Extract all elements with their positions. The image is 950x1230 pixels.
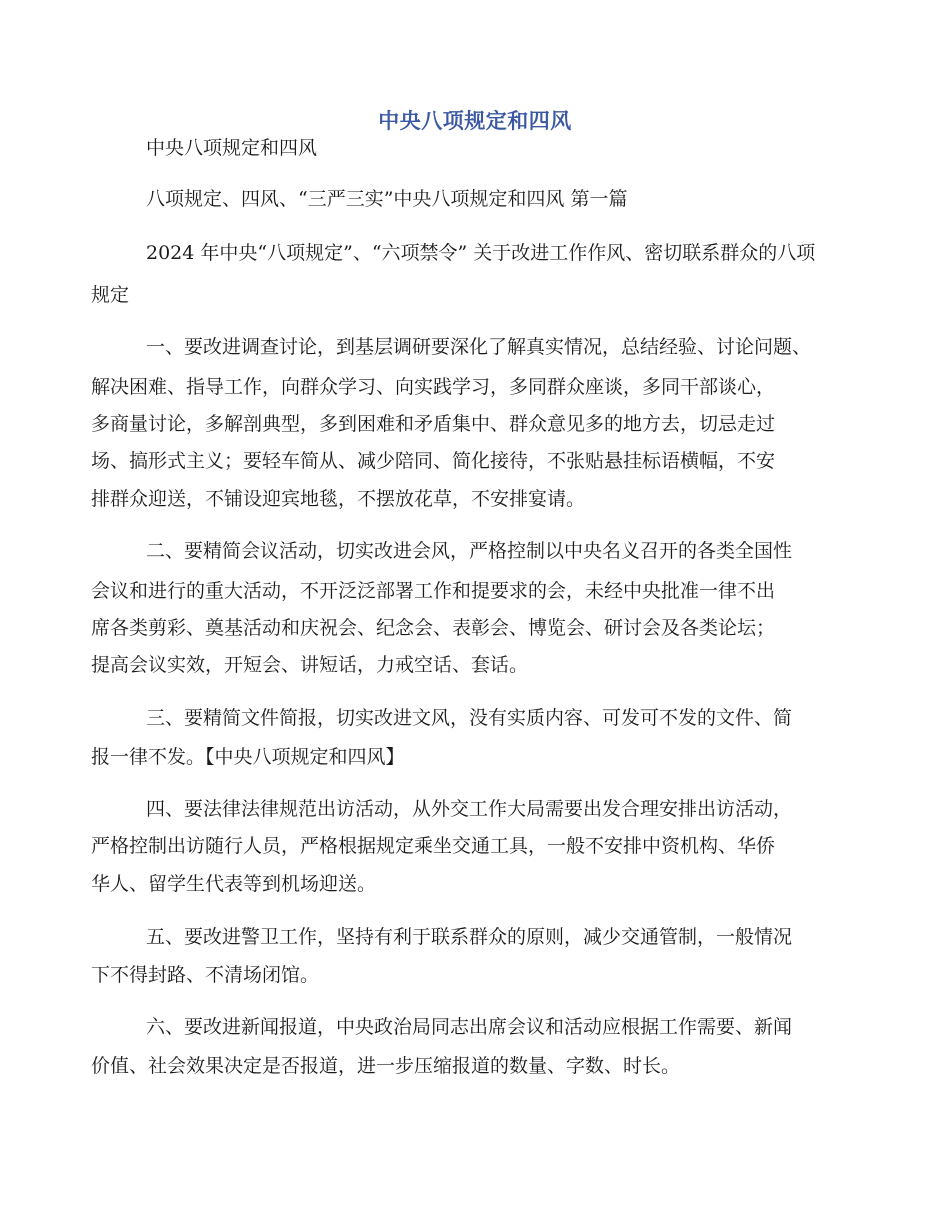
paragraph-line: 报一律不发。【中央八项规定和四风】 — [91, 746, 405, 768]
paragraph-line: 五、要改进警卫工作，坚持有利于联系群众的原则，减少交通管制，一般情况 — [146, 926, 793, 948]
paragraph-line: 多商量讨论，多解剖典型，多到困难和矛盾集中、群众意见多的地方去，切忌走过 — [91, 413, 776, 435]
paragraph-line: 解决困难、指导工作，向群众学习、向实践学习，多同群众座谈，多同干部谈心， — [91, 376, 776, 398]
paragraph-line: 排群众迎送，不铺设迎宾地毯，不摆放花草，不安排宴请。 — [91, 488, 586, 510]
paragraph-line: 严格控制出访随行人员，严格根据规定乘坐交通工具，一般不安排中资机构、华侨 — [91, 835, 776, 857]
heading-line: 八项规定、四风、“三严三实”中央八项规定和四风 第一篇 — [146, 188, 628, 210]
paragraph-line: 席各类剪彩、奠基活动和庆祝会、纪念会、表彰会、博览会、研讨会及各类论坛； — [91, 617, 776, 639]
paragraph-line: 会议和进行的重大活动，不开泛泛部署工作和提要求的会，未经中央批准一律不出 — [91, 580, 776, 602]
paragraph-line: 一、要改进调查讨论，到基层调研要深化了解真实情况，总结经验、讨论问题、 — [146, 336, 812, 358]
paragraph-line: 2024 年中央“八项规定”、“六项禁令” 关于改进工作作风、密切联系群众的八项 — [146, 242, 816, 264]
document-title: 中央八项规定和四风 — [378, 108, 572, 133]
paragraph-line: 下不得封路、不清场闭馆。 — [91, 964, 320, 986]
subtitle-line: 中央八项规定和四风 — [146, 137, 318, 159]
paragraph-line: 规定 — [91, 284, 130, 306]
paragraph-line: 四、要法律法律规范出访活动，从外交工作大局需要出发合理安排出访活动， — [146, 798, 793, 820]
paragraph-line: 二、要精简会议活动，切实改进会风，严格控制以中央名义召开的各类全国性 — [146, 540, 793, 562]
paragraph-line: 价值、社会效果决定是否报道，进一步压缩报道的数量、字数、时长。 — [91, 1055, 681, 1077]
paragraph-line: 华人、留学生代表等到机场迎送。 — [91, 873, 377, 895]
paragraph-line: 提高会议实效，开短会、讲短话，力戒空话、套话。 — [91, 654, 529, 676]
paragraph-line: 三、要精简文件简报，切实改进文风，没有实质内容、可发可不发的文件、简 — [146, 707, 793, 729]
paragraph-line: 场、搞形式主义；要轻车简从、减少陪同、简化接待，不张贴悬挂标语横幅，不安 — [91, 450, 776, 472]
paragraph-line: 六、要改进新闻报道，中央政治局同志出席会议和活动应根据工作需要、新闻 — [146, 1016, 793, 1038]
